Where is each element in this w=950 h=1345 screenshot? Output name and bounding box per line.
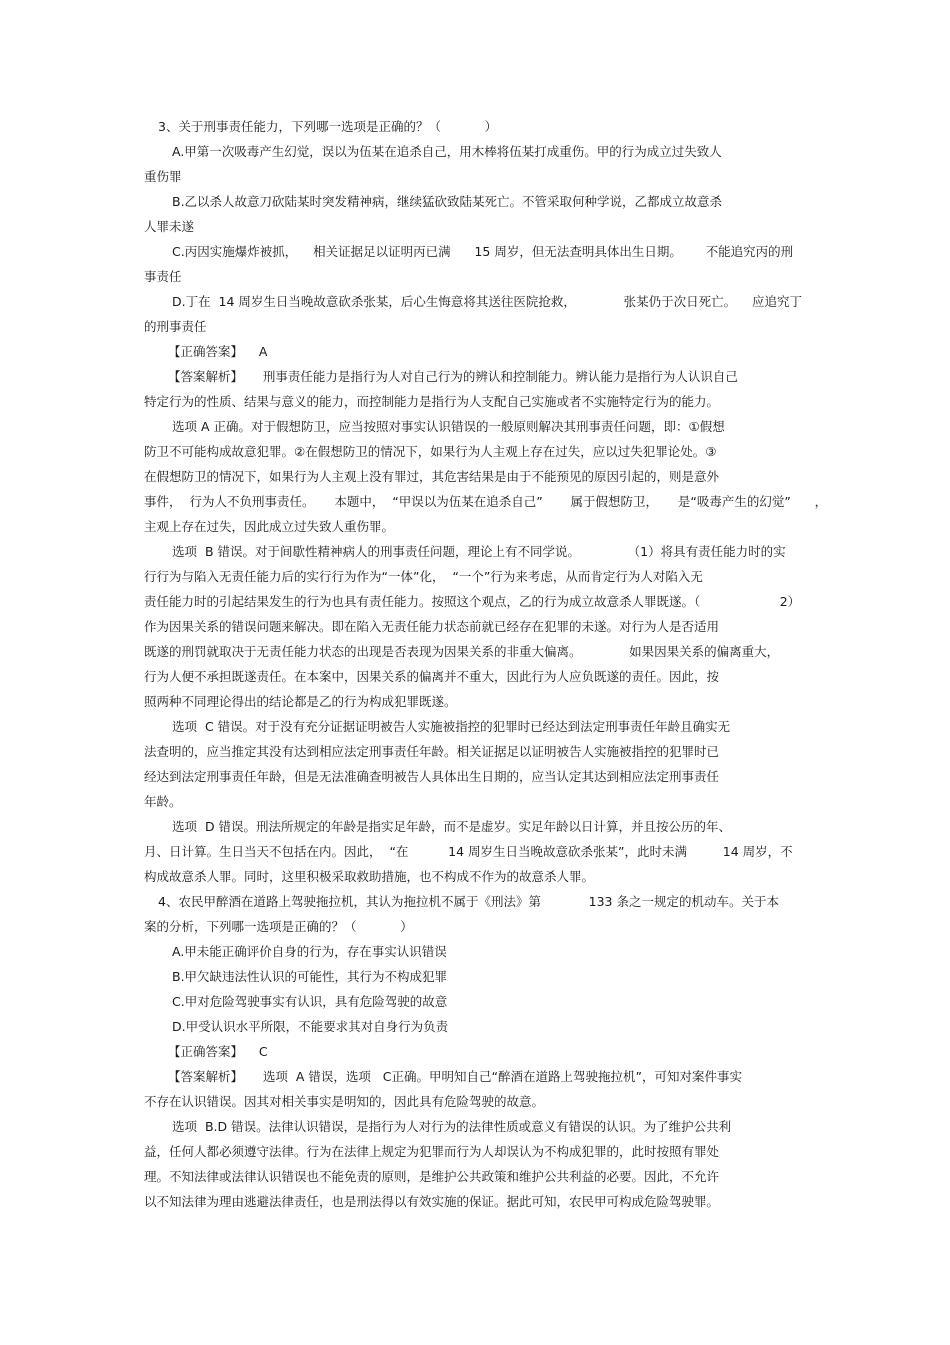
q3-analysis-line: 选项 B 错误。对于间歇性精神病人的刑事责任问题，理论上有不同学说。 （1）将具有责任能力时的实 [172, 544, 786, 559]
q3-analysis-line: 主观上存在过失，因此成立过失致人重伤罪。 [144, 519, 395, 534]
q4-question-line1: 4、农民甲醉酒在道路上驾驶拖拉机，其认为拖拉机不属于《刑法》第 133 条之一规定的机动车。关于本 [158, 894, 779, 909]
q3-analysis-line: 事件， 行为人不负刑事责任。 本题中， “甲误以为伍某在追杀自己” 属于假想防卫， 是“吸毒产生的幻觉” ， [144, 494, 828, 509]
q3-analysis-line: 责任能力时的引起结果发生的行为也具有责任能力。按照这个观点，乙的行为成立故意杀人罪既遂。（ 2） [144, 594, 801, 609]
q3-analysis-line: 月、日计算。生日当天不包括在内。因此， “在 14 周岁生日当晚故意砍杀张某”，此时未满 14 周岁，不 [144, 844, 793, 859]
q3-analysis-line: 年龄。 [144, 794, 182, 809]
q3-analysis-line: 照两种不同理论得出的结论都是乙的行为构成犯罪既遂。 [144, 694, 457, 709]
q4-option-c: C.甲对危险驾驶事实有认识，具有危险驾驶的故意 [172, 994, 448, 1009]
q4-option-b: B.甲欠缺违法性认识的可能性，其行为不构成犯罪 [172, 969, 448, 984]
q4-analysis-line: 益，任何人都必须遵守法律。行为在法律上规定为犯罪而行为人却误认为不构成犯罪的，此时按照有罪处 [144, 1144, 720, 1159]
q3-analysis-line: 选项 A 正确。对于假想防卫，应当按照对事实认识错误的一般原则解决其刑事责任问题，即：①假想 [172, 419, 725, 434]
q4-question-line2: 案的分析，下列哪一选项是正确的？（ ） [144, 919, 413, 934]
q3-analysis-line: 特定行为的性质、结果与意义的能力，而控制能力是指行为人支配自己实施或者不实施特定行为的能力。 [144, 394, 720, 409]
q3-option-a-line1: A.甲第一次吸毒产生幻觉，误以为伍某在追杀自己，用木棒将伍某打成重伤。甲的行为成立过失致人 [172, 144, 722, 159]
q3-answer: 【正确答案】 A [168, 344, 268, 359]
q4-option-d: D.甲受认识水平所限，不能要求其对自身行为负责 [172, 1019, 449, 1034]
q3-analysis-line: 行行为与陷入无责任能力后的实行行为作为“一体”化， “一个”行为来考虑，从而肯定行为人对陷入无 [144, 569, 703, 584]
q3-option-d-line2: 的刑事责任 [144, 319, 207, 334]
q3-analysis-line: 选项 C 错误。对于没有充分证据证明被告人实施被指控的犯罪时已经达到法定刑事责任年龄且确实无 [172, 719, 731, 734]
q3-question: 3、关于刑事责任能力，下列哪一选项是正确的？（ ） [158, 119, 498, 134]
q3-analysis-line: 行为人便不承担既遂责任。在本案中，因果关系的偏离并不重大，因此行为人应负既遂的责任。因此，按 [144, 669, 720, 684]
q3-option-b-line2: 人罪未遂 [144, 219, 195, 234]
q3-analysis-line: 法查明的，应当推定其没有达到相应法定刑事责任年龄。相关证据足以证明被告人实施被指控的犯罪时已 [144, 744, 720, 759]
q3-option-b-line1: B.乙以杀人故意刀砍陆某时突发精神病，继续猛砍致陆某死亡。不管采取何种学说，乙都成立故意杀 [172, 194, 723, 209]
q3-analysis-line: 防卫不可能构成故意犯罪。②在假想防卫的情况下，如果行为人主观上存在过失，应以过失犯罪论处。③ [144, 444, 717, 459]
q4-analysis-line: 不存在认识错误。因其对相关事实是明知的，因此具有危险驾驶的故意。 [144, 1094, 545, 1109]
q3-analysis-line: 构成故意杀人罪。同时，这里积极采取救助措施，也不构成不作为的故意杀人罪。 [144, 869, 595, 884]
q3-option-c-line1: C.丙因实施爆炸被抓， 相关证据足以证明丙已满 15 周岁，但无法查明具体出生日期。 不能追究丙的刑 [172, 244, 794, 259]
q4-analysis-line: 选项 B.D 错误。法律认识错误，是指行为人对行为的法律性质或意义有错误的认识。为了维护公共利 [172, 1119, 732, 1134]
q4-answer: 【正确答案】 C [168, 1044, 268, 1059]
q3-analysis-line: 在假想防卫的情况下，如果行为人主观上没有罪过，其危害结果是由于不能预见的原因引起的，则是意外 [144, 469, 720, 484]
q3-analysis-line: 作为因果关系的错误问题来解决。即在陷入无责任能力状态前就已经存在犯罪的未遂。对行为人是否适用 [144, 619, 720, 634]
q3-analysis-line: 选项 D 错误。刑法所规定的年龄是指实足年龄，而不是虚岁。实足年龄以日计算，并且按公历的年、 [172, 819, 732, 834]
q4-option-a: A.甲未能正确评价自身的行为，存在事实认识错误 [172, 944, 447, 959]
q4-analysis-line: 【答案解析】 选项 A 错误，选项 C正确。甲明知自己“醉酒在道路上驾驶拖拉机”，可知对案件事实 [168, 1069, 742, 1084]
q3-analysis-line: 【答案解析】 刑事责任能力是指行为人对自己行为的辨认和控制能力。辨认能力是指行为人认识自己 [168, 369, 738, 384]
q3-option-d-line1: D.丁在 14 周岁生日当晚故意砍杀张某，后心生悔意将其送往医院抢救， 张某仍于次日死亡。 应追究丁 [172, 294, 803, 309]
q4-analysis-line: 以不知法律为理由逃避法律责任，也是刑法得以有效实施的保证。据此可知，农民甲可构成危险驾驶罪。 [144, 1194, 720, 1209]
q3-option-c-line2: 事责任 [144, 269, 182, 284]
q4-analysis-line: 理。不知法律或法律认识错误也不能免责的原则，是维护公共政策和维护公共利益的必要。因此，不允许 [144, 1169, 720, 1184]
q3-analysis-line: 既遂的刑罚就取决于无责任能力状态的出现是否表现为因果关系的非重大偏离。 如果因果关系的偏离重大， [144, 644, 780, 659]
q3-option-a-line2: 重伤罪 [144, 169, 182, 184]
q3-analysis-line: 经达到法定刑事责任年龄，但是无法准确查明被告人具体出生日期的，应当认定其达到相应法定刑事责任 [144, 769, 720, 784]
